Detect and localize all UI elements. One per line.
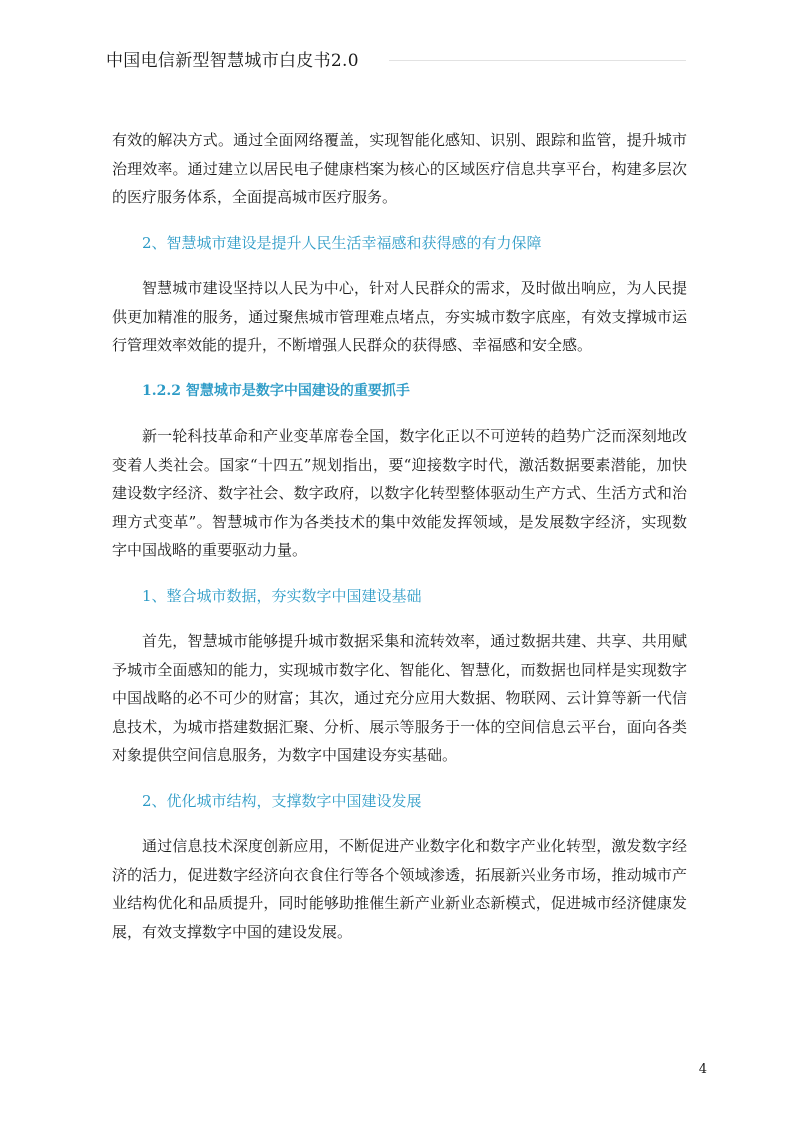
paragraph-digital-transformation: 新一轮科技革命和产业变革席卷全国，数字化正以不可逆转的趋势广泛而深刻地改变着人类社会。国家“十四五”规划指出，要“迎接数字时代，激活数据要素潜能，加快建设数字经济、数字社会、数字政府，以数字化转型整体驱动生产方式、生活方式和治理方式变革”。智慧城市作为各类技术的集中效能发挥领域，是发展数字经济，实现数字中国战略的重要驱动力量。 (112, 427, 687, 559)
document-body (112, 126, 687, 946)
subheading-optimize-city-structure: 2、优化城市结构，支撑数字中国建设发展 (142, 791, 422, 810)
page-number: 4 (698, 1062, 707, 1077)
paragraph-people-centered: 智慧城市建设坚持以人民为中心，针对人民群众的需求，及时做出响应，为人民提供更加精准的服务，通过聚焦城市管理难点堵点，夯实城市数字底座，有效支撑城市运行管理效率效能的提升，不断增强人民群众的获得感、幸福感和安全感。 (112, 279, 687, 354)
subheading-integrate-city-data: 1、整合城市数据，夯实数字中国建设基础 (142, 586, 422, 605)
subheading-people-wellbeing: 2、智慧城市建设是提升人民生活幸福感和获得感的有力保障 (142, 233, 542, 252)
section-heading-1-2-2: 1.2.2 智慧城市是数字中国建设的重要抓手 (142, 382, 410, 399)
header-title: 中国电信新型智慧城市白皮书2.0 (106, 51, 359, 71)
page-header (106, 48, 686, 74)
paragraph-industry-upgrade: 通过信息技术深度创新应用，不断促进产业数字化和数字产业化转型，激发数字经济的活力，促进数字经济向衣食住行等各个领域渗透，拓展新兴业务市场，推动城市产业结构优化和品质提升，同时能够助推催生新产业新业态新模式，促进城市经济健康发展，有效支撑数字中国的建设发展。 (112, 837, 687, 941)
header-rule (389, 60, 686, 61)
paragraph-medical-services: 有效的解决方式。通过全面网络覆盖，实现智能化感知、识别、跟踪和监管，提升城市治理效率。通过建立以居民电子健康档案为核心的区域医疗信息共享平台，构建多层次的医疗服务体系，全面提高城市医疗服务。 (112, 131, 687, 206)
paragraph-city-data: 首先，智慧城市能够提升城市数据采集和流转效率，通过数据共建、共享、共用赋予城市全面感知的能力，实现城市数字化、智能化、智慧化，而数据也同样是实现数字中国战略的必不可少的财富；其次，通过充分应用大数据、物联网、云计算等新一代信息技术，为城市搭建数据汇聚、分析、展示等服务于一体的空间信息云平台，面向各类对象提供空间信息服务，为数字中国建设夯实基础。 (112, 632, 687, 764)
